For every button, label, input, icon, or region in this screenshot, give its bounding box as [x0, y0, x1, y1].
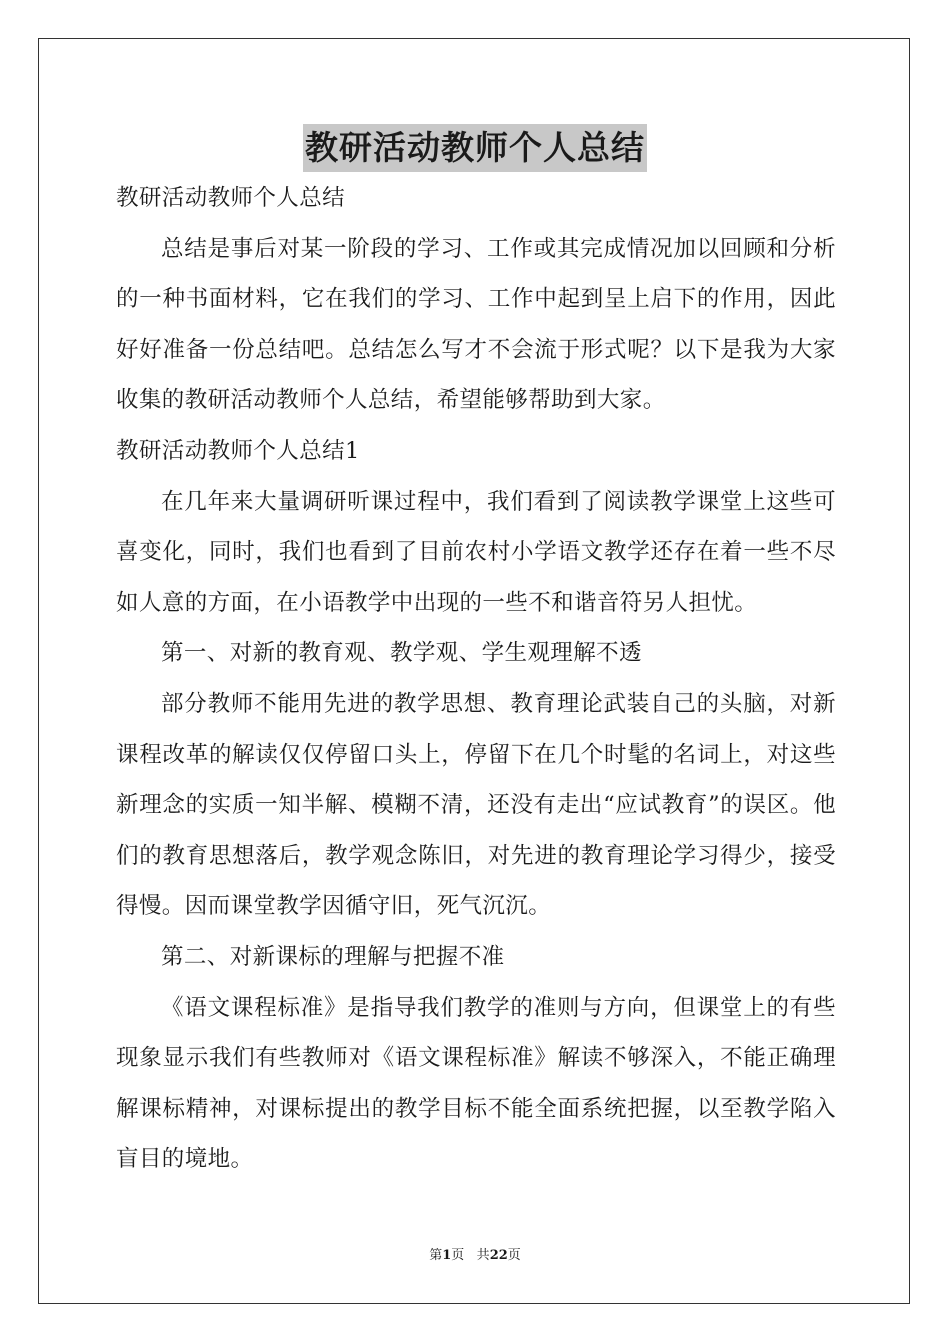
page-suffix: 页	[451, 1248, 465, 1263]
title-container	[0, 124, 950, 172]
page-prefix: 第	[429, 1248, 443, 1263]
page-footer	[0, 1246, 950, 1266]
page-current: 1	[442, 1248, 452, 1263]
paragraph: 《语文课程标准》是指导我们教学的准则与方向，但课堂上的有些现象显示我们有些教师对《语文课程标准》解读不够深入，不能正确理解课标精神，对课标提出的教学目标不能全面系统把握，以至教学陷入盲目的境地。	[116, 994, 836, 1173]
document-title: 教研活动教师个人总结	[303, 124, 647, 172]
paragraph: 第二、对新课标的理解与把握不准	[161, 943, 505, 970]
document-body	[116, 173, 836, 1185]
paragraph: 总结是事后对某一阶段的学习、工作或其完成情况加以回顾和分析的一种书面材料，它在我们的学习、工作中起到呈上启下的作用，因此好好准备一份总结吧。总结怎么写才不会流于形式呢？以下是我为大家收集的教研活动教师个人总结，希望能够帮助到大家。	[116, 235, 836, 414]
total-prefix: 共	[476, 1248, 490, 1263]
page-total: 22	[489, 1248, 508, 1263]
paragraph: 第一、对新的教育观、教学观、学生观理解不透	[161, 640, 642, 667]
paragraph: 部分教师不能用先进的教学思想、教育理论武装自己的头脑，对新课程改革的解读仅仅停留口头上，停留下在几个时髦的名词上，对这些新理念的实质一知半解、模糊不清，还没有走出“应试教育”的误区。他们的教育思想落后，教学观念陈旧，对先进的教育理论学习得少，接受得慢。因而课堂教学因循守旧，死气沉沉。	[116, 690, 836, 920]
total-suffix: 页	[507, 1248, 521, 1263]
paragraph: 教研活动教师个人总结1	[116, 437, 360, 464]
paragraph: 教研活动教师个人总结	[116, 185, 346, 211]
paragraph: 在几年来大量调研听课过程中，我们看到了阅读教学课堂上这些可喜变化，同时，我们也看到了目前农村小学语文教学还存在着一些不尽如人意的方面，在小语教学中出现的一些不和谐音符另人担忧。	[116, 488, 836, 616]
